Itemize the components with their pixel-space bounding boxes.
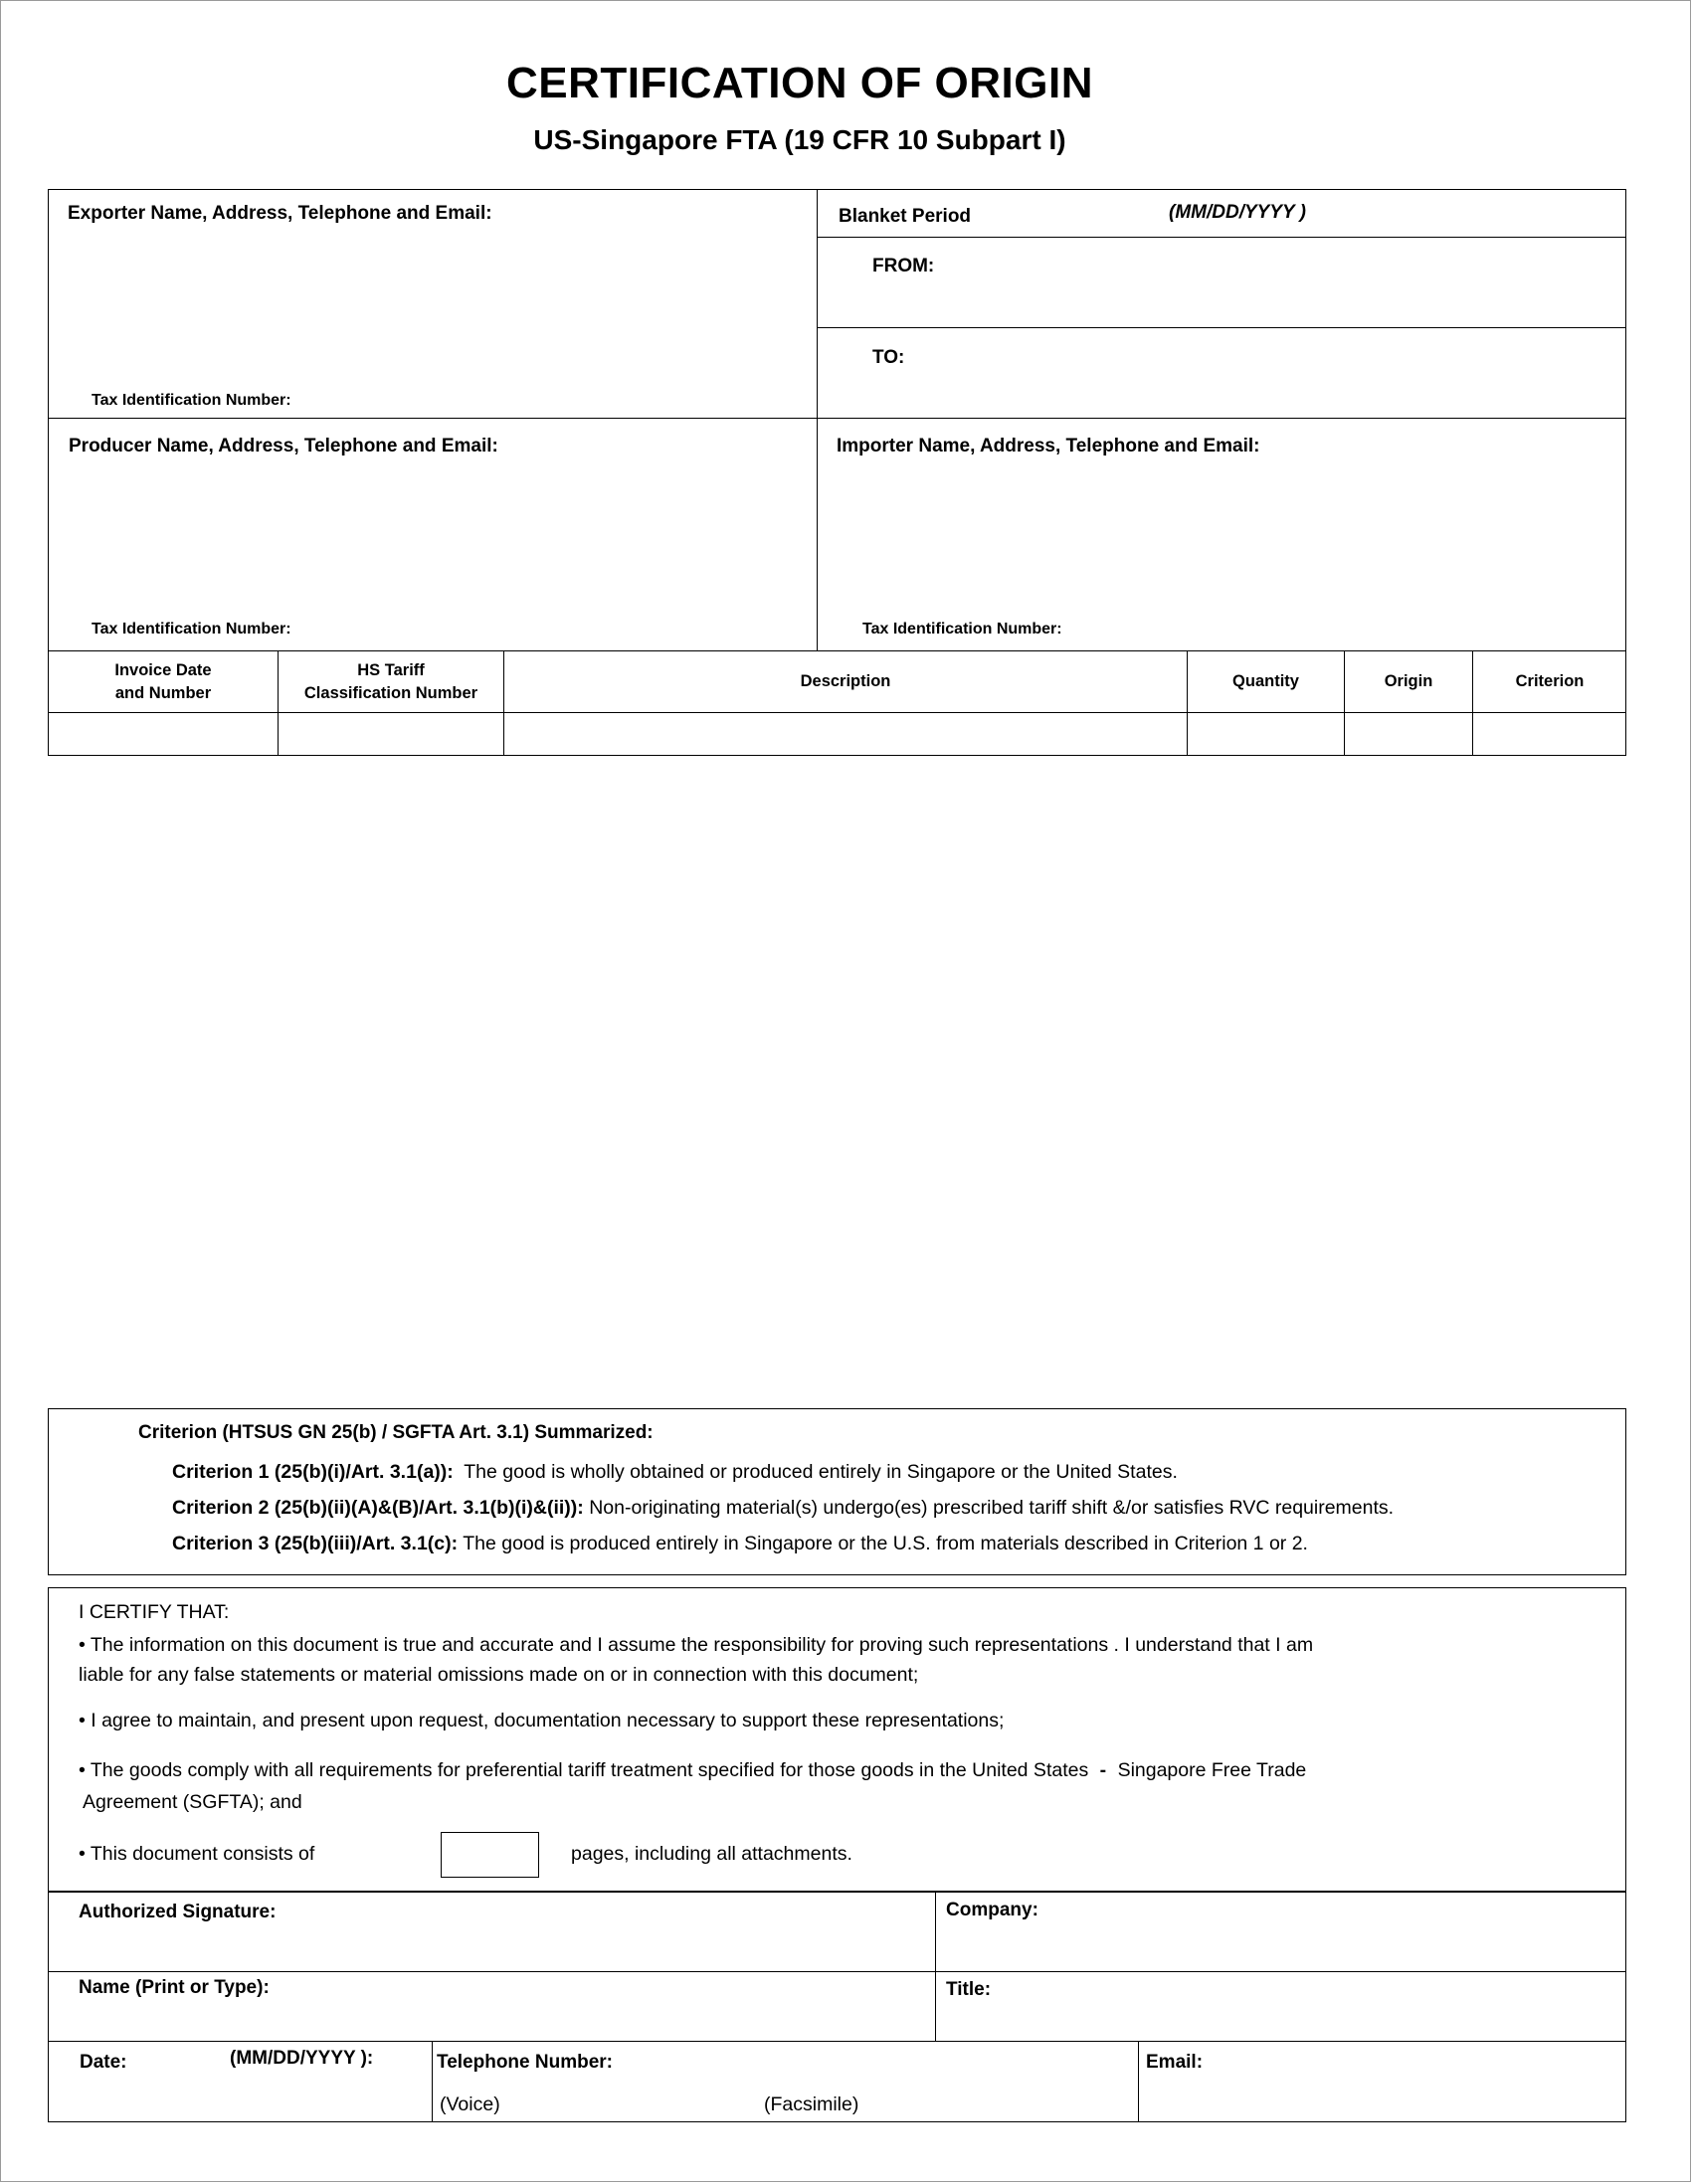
col-hs-line2: Classification Number <box>303 683 478 702</box>
importer-tax-id-label: Tax Identification Number: <box>862 621 1062 637</box>
criterion-1-label: Criterion 1 (25(b)(i)/Art. 3.1(a)): <box>172 1461 454 1483</box>
page-count-input[interactable] <box>441 1832 539 1878</box>
col-origin: Origin <box>1384 672 1433 690</box>
importer-label: Importer Name, Address, Telephone and Email: <box>837 436 1260 456</box>
parties-divider <box>817 189 818 651</box>
telephone-label: Telephone Number: <box>437 2052 613 2073</box>
criteria-heading: Criterion (HTSUS GN 25(b) / SGFTA Art. 3.1) Summarized: <box>138 1422 654 1443</box>
criterion-3-text: The good is produced entirely in Singapore or the U.S. from materials described in Criterion 1 or 2. <box>463 1533 1308 1554</box>
company-field[interactable] <box>946 1928 1612 1966</box>
producer-tax-id-label: Tax Identification Number: <box>92 621 291 637</box>
name-label: Name (Print or Type): <box>79 1977 270 1998</box>
facsimile-label: (Facsimile) <box>764 2093 859 2115</box>
col-invoice-line1: Invoice Date <box>114 660 212 679</box>
signature-row-divider-1 <box>48 1971 1626 1972</box>
certify-bullet-1-line-2: liable for any false statements or material omissions made on or in connection with this document; <box>79 1664 919 1686</box>
date-format: (MM/DD/YYYY ): <box>230 2048 374 2069</box>
date-field[interactable] <box>61 2080 424 2117</box>
certify-bullet-3-dash: - <box>1099 1759 1107 1781</box>
date-label: Date: <box>80 2052 127 2073</box>
parties-row-divider <box>48 418 1626 419</box>
col-invoice-line2: and Number <box>114 683 212 702</box>
cell-invoice-date-number[interactable] <box>50 714 277 755</box>
blanket-period-format: (MM/DD/YYYY ) <box>1169 202 1306 223</box>
phone-col-divider <box>1138 2041 1139 2122</box>
criterion-1-text: The good is wholly obtained or produced entirely in Singapore or the United States. <box>464 1461 1178 1483</box>
title-field[interactable] <box>946 2006 1612 2038</box>
certify-bullet-4-prefix: • This document consists of <box>79 1843 315 1865</box>
cell-description[interactable] <box>505 714 1186 755</box>
voice-label: (Voice) <box>440 2093 500 2115</box>
criterion-2-label: Criterion 2 (25(b)(ii)(A)&(B)/Art. 3.1(b)(i)&(ii)): <box>172 1497 584 1519</box>
certify-bullet-4-suffix: pages, including all attachments. <box>571 1843 852 1865</box>
criterion-3 <box>172 1533 1308 1555</box>
col-invoice-date-number <box>49 651 278 712</box>
col-description: Description <box>800 672 891 690</box>
email-field[interactable] <box>1146 2080 1613 2117</box>
title-label: Title: <box>946 1979 992 2000</box>
exporter-tax-id-label: Tax Identification Number: <box>92 392 291 409</box>
goods-table-header-divider <box>48 712 1626 713</box>
company-label: Company: <box>946 1900 1038 1920</box>
blanket-from-label: FROM: <box>872 256 935 276</box>
certify-bullet-2: • I agree to maintain, and present upon request, documentation necessary to support these representations; <box>79 1710 1005 1731</box>
blanket-from-to-divider <box>817 327 1626 328</box>
cell-origin[interactable] <box>1346 714 1471 755</box>
form-title: CERTIFICATION OF ORIGIN <box>506 59 1093 107</box>
signature-row-divider-2 <box>48 2041 1626 2042</box>
telephone-field[interactable] <box>598 2050 1125 2084</box>
criterion-2 <box>172 1497 1394 1520</box>
certify-bullet-3-text-b: Singapore Free Trade <box>1117 1759 1307 1781</box>
signature-col-divider <box>935 1891 936 2041</box>
col-criterion: Criterion <box>1515 672 1585 690</box>
certify-bullet-3-line-2: Agreement (SGFTA); and <box>83 1791 302 1813</box>
name-field[interactable] <box>61 2004 926 2038</box>
col-quantity: Quantity <box>1232 672 1299 690</box>
blanket-period-label: Blanket Period <box>839 206 972 227</box>
col-hs-tariff <box>279 651 503 712</box>
certify-bullet-1-line-1: • The information on this document is true and accurate and I assume the responsibility for proving such representations . I understand that I am <box>79 1634 1314 1656</box>
producer-label: Producer Name, Address, Telephone and Email: <box>69 436 498 456</box>
date-col-divider <box>432 2041 433 2122</box>
producer-field[interactable] <box>61 464 807 614</box>
blanket-to-field[interactable] <box>946 335 1612 411</box>
criterion-3-label: Criterion 3 (25(b)(iii)/Art. 3.1(c): <box>172 1533 459 1554</box>
certify-heading: I CERTIFY THAT: <box>79 1601 230 1623</box>
criterion-1 <box>172 1461 1178 1484</box>
blanket-from-field[interactable] <box>946 244 1612 319</box>
col-hs-line1: HS Tariff <box>357 660 425 679</box>
cell-criterion[interactable] <box>1474 714 1625 755</box>
importer-field[interactable] <box>829 464 1614 614</box>
blanket-to-label: TO: <box>872 347 905 368</box>
cell-quantity[interactable] <box>1189 714 1343 755</box>
blanket-header-divider <box>817 237 1626 238</box>
form-subtitle: US-Singapore FTA (19 CFR 10 Subpart I) <box>533 124 1066 155</box>
authorized-signature-label: Authorized Signature: <box>79 1902 277 1922</box>
authorized-signature-field[interactable] <box>61 1930 926 1966</box>
certify-bullet-3-line-1 <box>79 1755 1306 1785</box>
criterion-2-text: Non-originating material(s) undergo(es) prescribed tariff shift &/or satisfies RVC requirements. <box>589 1497 1395 1519</box>
certify-bullet-3-text: • The goods comply with all requirements for preferential tariff treatment specified for those goods in the United States <box>79 1759 1089 1781</box>
cell-hs-tariff[interactable] <box>280 714 502 755</box>
exporter-label: Exporter Name, Address, Telephone and Email: <box>68 203 492 224</box>
exporter-field[interactable] <box>61 232 807 381</box>
email-label: Email: <box>1146 2052 1204 2073</box>
